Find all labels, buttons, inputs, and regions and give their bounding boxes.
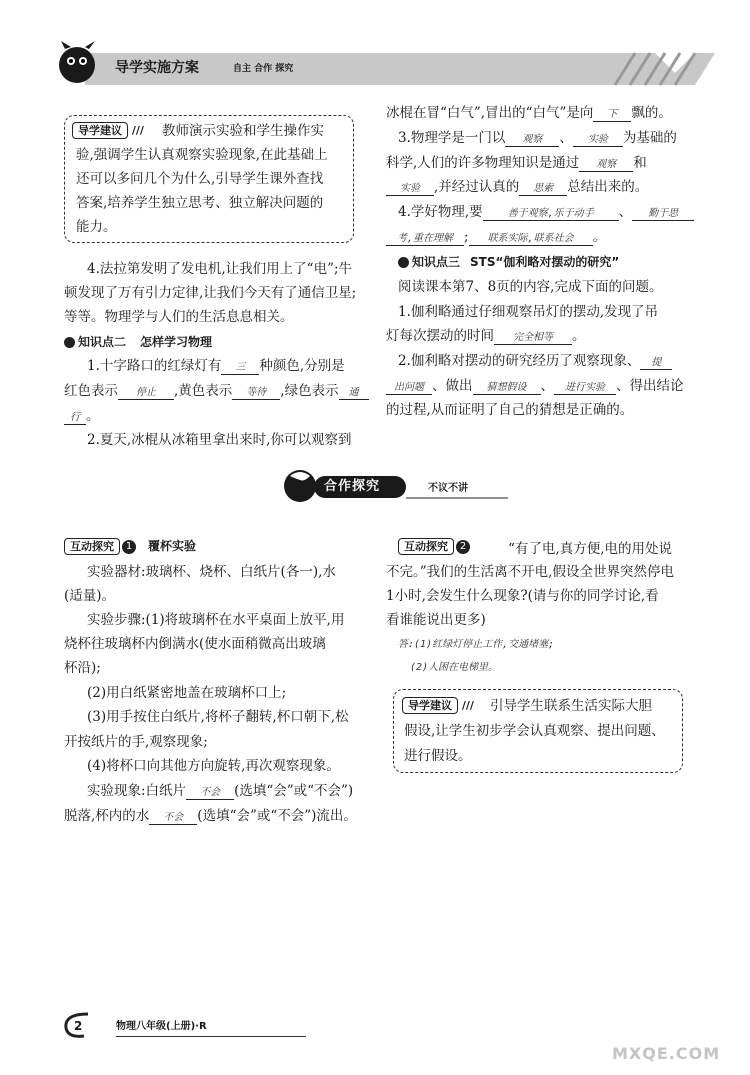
item4-line: 顿发现了万有引力定律,让我们今天有了通信卫星; [64, 285, 357, 301]
tip2-line: 进行假设。 [404, 748, 472, 764]
kp3-read: 阅读课本第7、8页的内容,完成下面的问题。 [398, 279, 663, 295]
explore1-line: 烧杯往玻璃杯内倒满水(使水面稍微高出玻璃 [64, 636, 326, 652]
q2-cont: 冰棍在冒“白气”,冒出的“白气”是向 下 飘的。 [386, 105, 672, 121]
explore2-answer2: (2)人困在电梯里。 [410, 662, 499, 673]
q1-line1: 1.十字路口的红绿灯有 三 种颜色,分别是 [87, 358, 345, 374]
explore2-heading: 互动探究 2 [398, 538, 470, 555]
section-banner [278, 468, 518, 504]
q3-line3: 实验 ,并经过认真的 思索 总结出来的。 [386, 181, 648, 196]
kp3-heading: 知识点三 STS“伽利略对摆动的研究” [398, 256, 619, 270]
q4-line1: 4.学好物理,要 善于观察,乐于动手 、 勤于思 [398, 206, 694, 221]
explore2-answer1: 答:(1)红绿灯停止工作,交通堵塞; [398, 639, 555, 650]
k2-line2: 出问题 、做出 猜想假设 、 进行实验 、得出结论 [386, 380, 684, 395]
k2-line3: 的过程,从而证明了自己的猜想是正确的。 [386, 402, 634, 418]
explore2-line: “有了电,真方便,电的用处说 [508, 541, 672, 557]
item4-line: 4.法拉第发明了发电机,让我们用上了“电”;牛 [87, 261, 353, 277]
page-number: 2 [74, 1019, 83, 1033]
q2-line: 2.夏天,冰棍从冰箱里拿出来时,你可以观察到 [87, 432, 352, 448]
q1-line2: 红色表示 停止 ,黄色表示 等待 ,绿色表示 通 [64, 385, 369, 400]
k1-line1: 1.伽利略通过仔细观察吊灯的摆动,发现了吊 [398, 304, 659, 320]
q4-line2: 考,重在理解 ; 联系实际,联系社会 。 [386, 231, 606, 246]
q1-line3: 行 。 [64, 410, 100, 425]
mascot-icon [53, 39, 103, 87]
footer-rule [116, 1036, 306, 1037]
explore1-line: 实验器材:玻璃杯、烧杯、白纸片(各一),水 [87, 564, 336, 580]
knowledge-point-icon [64, 337, 75, 348]
header-title: 导学实施方案 [115, 60, 199, 76]
header-bar [55, 45, 715, 87]
explore1-heading: 互动探究 1 覆杯实验 [64, 538, 196, 555]
watermark-site: MXQE.COM [612, 1044, 721, 1063]
k2-line1: 2.伽利略对摆动的研究经历了观察现象、 提 [398, 355, 672, 370]
explore2-line: 看谁能说出更多) [386, 612, 486, 628]
guide-tip-tag: 导学建议 /// [72, 122, 144, 139]
tip2-line: 假设,让学生初步学会认真观察、提出问题、 [404, 723, 665, 739]
tip2-line: 引导学生联系生活实际大胆 [490, 698, 652, 714]
kp2-heading: 知识点二 怎样学习物理 [64, 336, 212, 350]
explore1-line: (3)用手按住白纸片,将杯子翻转,杯口朝下,松 [87, 709, 349, 725]
k1-line2: 灯每次摆动的时间 完全相等 。 [386, 328, 586, 344]
knowledge-point-icon [398, 257, 409, 268]
tip-line: 教师演示实验和学生操作实 [162, 123, 324, 139]
explore1-line: (4)将杯口向其他方向旋转,再次观察现象。 [87, 758, 340, 774]
explore1-result1: 实验现象:白纸片 不会 (选填“会”或“不会”) [87, 783, 354, 799]
explore1-result2: 脱落,杯内的水 不会 (选填“会”或“不会”)流出。 [64, 808, 357, 824]
explore1-number-icon: 1 [122, 540, 136, 554]
header-subtitle: 自主 合作 探究 [233, 64, 294, 74]
explore2-line: 不完。”我们的生活离不开电,假设全世界突然停电 [386, 564, 674, 580]
explore2-line: 1小时,会发生什么现象?(请与你的同学讨论,看 [386, 588, 659, 604]
explore1-line: 实验步骤:(1)将玻璃杯在水平桌面上放平,用 [87, 612, 345, 628]
item4-line: 等等。物理学与人们的生活息息相关。 [64, 309, 294, 325]
guide-tip-tag-2: 导学建议 /// [402, 697, 474, 714]
banner-title: 合作探究 [324, 479, 381, 494]
tip-line: 能力。 [76, 219, 117, 235]
banner-tag: 不议不讲 [428, 483, 468, 494]
explore1-line: 杯沿); [64, 660, 101, 676]
banner-shape [278, 468, 518, 504]
explore1-line: (2)用白纸紧密地盖在玻璃杯口上; [87, 685, 287, 701]
explore2-number-icon: 2 [456, 540, 470, 554]
explore1-line: (适量)。 [64, 588, 116, 604]
q3-line2: 科学,人们的许多物理知识是通过 观察 和 [386, 155, 647, 171]
explore1-line: 开按纸片的手,观察现象; [64, 734, 208, 750]
footer [60, 1010, 320, 1040]
tip-line: 验,强调学生认真观察实验现象,在此基础上 [76, 147, 328, 163]
book-title: 物理八年级(上册)·R [116, 1021, 207, 1032]
tip-line: 答案,培养学生独立思考、独立解决问题的 [76, 195, 324, 211]
tip-line: 还可以多问几个为什么,引导学生课外查找 [76, 171, 324, 187]
q3-line1: 3.物理学是一门以 观察 、 实验 为基础的 [398, 130, 677, 146]
